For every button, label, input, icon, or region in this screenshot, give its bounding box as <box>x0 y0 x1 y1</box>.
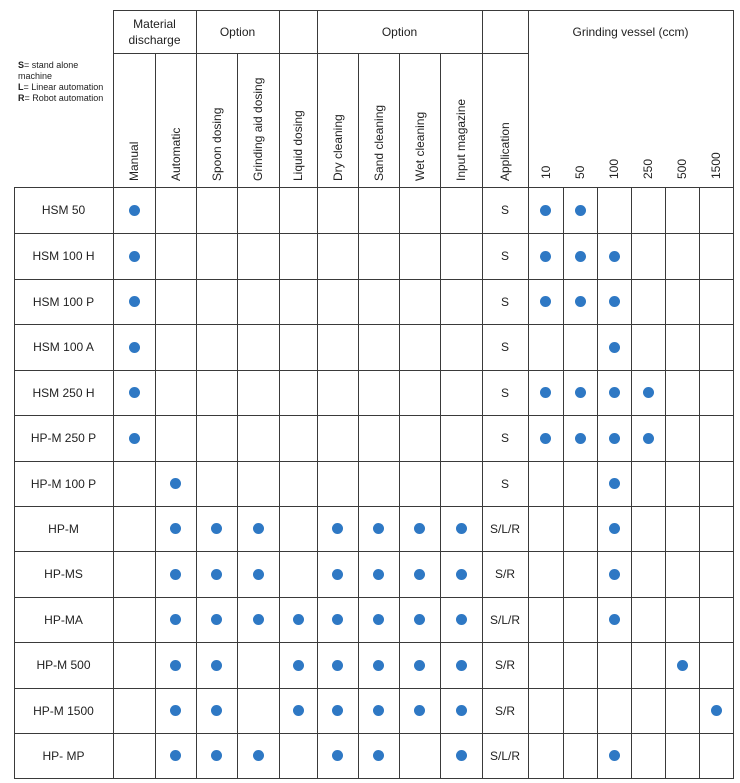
availability-dot <box>170 569 181 580</box>
grid-line-col <box>113 10 114 779</box>
row-model-name: HSM 100 H <box>32 249 95 263</box>
availability-dot <box>332 569 343 580</box>
grid-line-col <box>279 10 280 779</box>
grid-line-col <box>665 187 666 779</box>
grid-line-col <box>317 10 318 779</box>
grid-line-row <box>14 551 734 552</box>
availability-dot <box>609 296 620 307</box>
availability-dot <box>456 523 467 534</box>
availability-dot <box>211 569 222 580</box>
availability-dot <box>609 569 620 580</box>
legend-text: = Linear automation <box>23 82 104 92</box>
group-material-discharge: Material discharge <box>128 16 181 47</box>
grid-line-col <box>631 187 632 779</box>
column-header-spoon: Spoon dosing <box>209 107 224 181</box>
availability-dot <box>170 478 181 489</box>
column-header-wet: Wet cleaning <box>412 111 427 181</box>
availability-dot <box>253 750 264 761</box>
row-model-name: HSM 100 A <box>33 340 94 354</box>
grid-line-row <box>14 415 734 416</box>
grid-line-col <box>733 10 734 779</box>
availability-dot <box>575 296 586 307</box>
availability-dot <box>129 342 140 353</box>
grid-line-row <box>14 733 734 734</box>
vessel-size-100: 100 <box>607 158 621 179</box>
row-model-name: HP-M <box>48 521 79 536</box>
grid-line-row <box>14 233 734 234</box>
column-header-sand: Sand cleaning <box>371 104 386 181</box>
row-application: S <box>500 340 509 354</box>
availability-dot <box>129 205 140 216</box>
group-option-1: Option <box>219 24 256 39</box>
grid-line-col <box>358 53 359 779</box>
availability-dot <box>414 705 425 716</box>
availability-dot <box>211 614 222 625</box>
availability-dot <box>373 750 384 761</box>
row-application: S <box>500 294 509 309</box>
row-model-name: HP-MS <box>44 567 83 581</box>
legend-text: = stand alone machine <box>18 60 79 81</box>
availability-dot <box>253 523 264 534</box>
availability-dot <box>711 705 722 716</box>
grid-line-col <box>563 187 564 779</box>
availability-dot <box>170 523 181 534</box>
availability-dot <box>414 569 425 580</box>
availability-dot <box>211 523 222 534</box>
availability-dot <box>414 614 425 625</box>
availability-dot <box>414 523 425 534</box>
grid-line-row <box>14 187 734 188</box>
availability-dot <box>540 251 551 262</box>
availability-dot <box>332 750 343 761</box>
availability-dot <box>373 569 384 580</box>
row-application: S/R <box>494 703 515 718</box>
availability-dot <box>456 705 467 716</box>
availability-dot <box>293 614 304 625</box>
vessel-size-500: 500 <box>675 158 689 179</box>
column-header-liquid: Liquid dosing <box>291 110 305 181</box>
availability-dot <box>575 205 586 216</box>
availability-dot <box>373 523 384 534</box>
availability-dot <box>575 387 586 398</box>
grid-line-col <box>237 53 238 779</box>
availability-dot <box>211 660 222 671</box>
row-application: S/L/R <box>489 521 520 536</box>
grid-line-group <box>113 53 529 54</box>
application-legend <box>18 60 106 104</box>
availability-dot <box>129 296 140 307</box>
row-model-name: HP-M 500 <box>36 658 91 672</box>
availability-dot <box>373 614 384 625</box>
availability-dot <box>332 705 343 716</box>
legend-key: L <box>18 82 24 92</box>
grid-line-col <box>196 10 197 779</box>
grid-line-col <box>597 187 598 779</box>
row-model-name: HP-M 100 P <box>30 476 97 491</box>
row-model-name: HP-M 250 P <box>30 431 97 445</box>
availability-dot <box>540 387 551 398</box>
availability-dot <box>414 660 425 671</box>
row-model-name: HSM 50 <box>41 203 86 217</box>
grid-line-col <box>399 53 400 779</box>
grid-line-col <box>440 53 441 779</box>
availability-dot <box>677 660 688 671</box>
availability-dot <box>129 387 140 398</box>
availability-dot <box>170 660 181 671</box>
vessel-size-1500: 1500 <box>709 152 723 179</box>
legend-item <box>18 82 106 93</box>
availability-dot <box>575 251 586 262</box>
availability-dot <box>609 750 620 761</box>
row-model-name: HSM 250 H <box>32 385 95 400</box>
row-model-name: HP- MP <box>42 748 85 763</box>
availability-dot <box>253 569 264 580</box>
availability-dot <box>129 433 140 444</box>
column-header-application: Application <box>498 122 512 181</box>
group-grinding-vessel: Grinding vessel (ccm) <box>572 25 689 39</box>
grid-line-row <box>14 642 734 643</box>
column-header-grinding-aid: Grinding aid dosing <box>251 77 265 181</box>
column-header-magazine: Input magazine <box>454 98 468 181</box>
row-application: S/L/R <box>489 612 520 627</box>
legend-item <box>18 60 106 82</box>
availability-dot <box>293 660 304 671</box>
row-model-name: HSM 100 P <box>32 294 95 309</box>
row-model-name: HP-MA <box>44 612 83 627</box>
grid-line-row <box>14 597 734 598</box>
row-application: S/L/R <box>489 748 520 763</box>
row-application: S/R <box>494 567 515 581</box>
availability-dot <box>609 251 620 262</box>
row-application: S <box>500 431 509 445</box>
availability-dot <box>540 205 551 216</box>
availability-dot <box>373 660 384 671</box>
row-application: S <box>500 249 509 263</box>
availability-dot <box>575 433 586 444</box>
grid-line-row <box>14 461 734 462</box>
availability-dot <box>170 614 181 625</box>
grid-line-row <box>14 370 734 371</box>
row-application: S/R <box>494 658 515 672</box>
availability-dot <box>456 660 467 671</box>
legend-key: S <box>18 60 25 70</box>
availability-dot <box>609 614 620 625</box>
grid-line-row <box>14 279 734 280</box>
availability-dot <box>456 569 467 580</box>
availability-dot <box>170 705 181 716</box>
grid-line-col <box>155 53 156 779</box>
availability-dot <box>609 342 620 353</box>
vessel-size-50: 50 <box>573 165 587 179</box>
availability-dot <box>129 251 140 262</box>
row-application: S <box>500 203 509 217</box>
grid-line-row <box>14 324 734 325</box>
availability-dot <box>211 750 222 761</box>
availability-dot <box>332 660 343 671</box>
availability-dot <box>211 705 222 716</box>
legend-key: R <box>18 93 25 103</box>
grid-line-col <box>528 10 529 779</box>
availability-dot <box>332 523 343 534</box>
column-header-automatic: Automatic <box>168 127 183 181</box>
grid-line-col <box>699 187 700 779</box>
availability-dot <box>456 750 467 761</box>
availability-dot <box>609 478 620 489</box>
legend-item <box>18 93 106 104</box>
column-header-manual: Manual <box>127 141 141 181</box>
vessel-size-250: 250 <box>641 158 655 179</box>
availability-dot <box>643 433 654 444</box>
availability-dot <box>609 433 620 444</box>
grid-line-row <box>14 506 734 507</box>
availability-dot <box>456 614 467 625</box>
availability-dot <box>293 705 304 716</box>
availability-dot <box>609 523 620 534</box>
row-model-name: HP-M 1500 <box>33 703 94 718</box>
row-application: S <box>500 385 509 400</box>
availability-dot <box>643 387 654 398</box>
legend-text: = Robot automation <box>24 93 104 103</box>
grid-line-row <box>14 778 734 779</box>
availability-dot <box>540 296 551 307</box>
row-application: S <box>500 476 509 491</box>
group-option-2: Option <box>381 24 418 39</box>
availability-dot <box>253 614 264 625</box>
availability-dot <box>170 750 181 761</box>
grid-line-row <box>14 688 734 689</box>
vessel-size-10: 10 <box>538 165 553 179</box>
availability-dot <box>332 614 343 625</box>
availability-dot <box>373 705 384 716</box>
availability-dot <box>609 387 620 398</box>
availability-dot <box>540 433 551 444</box>
column-header-dry: Dry cleaning <box>330 114 345 181</box>
